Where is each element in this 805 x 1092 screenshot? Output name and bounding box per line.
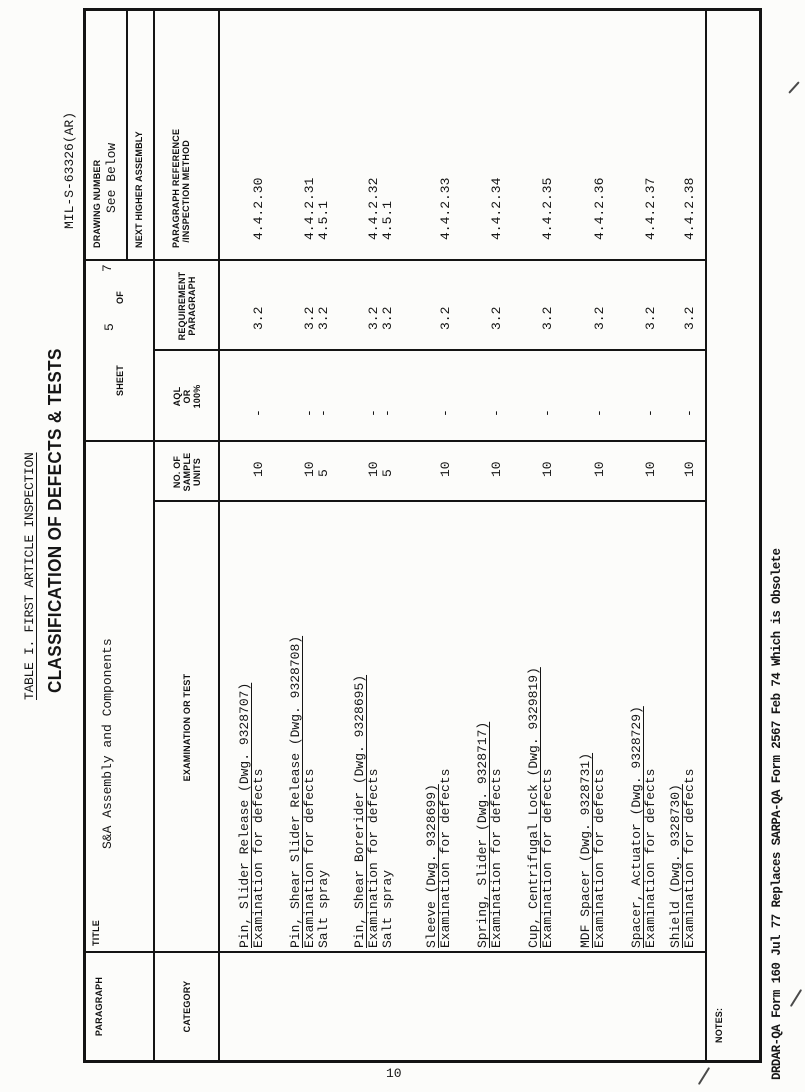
column-header-aql: AQL OR 100% [171, 384, 202, 409]
sample-units-value: 10 [251, 461, 266, 477]
paragraph-reference-value: 4.5.1 [380, 200, 395, 240]
requirement-paragraph-value: 3.2 [366, 306, 381, 330]
drawing-number-label: DRAWING NUMBER [92, 159, 102, 248]
group-title: Spacer, Actuator (Dwg. 9328729) [629, 706, 644, 948]
column-header-requirement: REQUIREMENT PARAGRAPH [176, 271, 197, 341]
test-name: Examination for defects [489, 768, 504, 948]
notes-label: NOTES: [714, 1007, 724, 1043]
aql-value: - [438, 409, 453, 417]
test-name: Examination for defects [438, 768, 453, 948]
requirement-paragraph-value: 3.2 [643, 306, 658, 330]
sample-units-value: 10 [302, 461, 317, 477]
test-row [683, 11, 697, 1060]
test-row [252, 11, 266, 1060]
test-name: Examination for defects [302, 768, 317, 948]
test-name: Examination for defects [643, 768, 658, 948]
test-row [541, 11, 555, 1060]
title-header-label: TITLE [91, 920, 101, 946]
column-header-category: CATEGORY [181, 980, 192, 1033]
form-title: CLASSIFICATION OF DEFECTS & TESTS [45, 348, 65, 693]
group-title: Shield (Dwg. 9328730) [668, 784, 683, 948]
sample-units-value: 10 [366, 461, 381, 477]
test-name: Examination for defects [592, 768, 607, 948]
sample-units-value: 10 [592, 461, 607, 477]
requirement-paragraph-value: 3.2 [251, 306, 266, 330]
aql-value: - [380, 409, 395, 417]
requirement-paragraph-value: 3.2 [380, 306, 395, 330]
sample-units-value: 10 [438, 461, 453, 477]
aql-value: - [366, 409, 381, 417]
aql-value: - [592, 409, 607, 417]
test-name: Examination for defects [251, 768, 266, 948]
test-name: Salt spray [316, 869, 331, 948]
sample-units-value: 10 [643, 461, 658, 477]
sheet-number: 5 [102, 323, 117, 331]
requirement-paragraph-value: 3.2 [316, 306, 331, 330]
grid-line [705, 11, 707, 1060]
aql-value: - [251, 409, 266, 417]
requirement-paragraph-value: 3.2 [592, 306, 607, 330]
spec-number: MIL-S-63326(AR) [62, 111, 77, 229]
drawing-number-value: See Below [104, 142, 119, 213]
sample-units-value: 5 [316, 469, 331, 477]
group-title: Pin, Slider Release (Dwg. 9328707) [237, 682, 252, 948]
column-header-sample-units: NO. OF SAMPLE UNITS [171, 452, 202, 492]
table-body [218, 11, 705, 1060]
test-name: Salt spray [380, 869, 395, 948]
paragraph-reference-value: 4.4.2.36 [592, 177, 607, 240]
test-row [317, 11, 331, 1060]
requirement-paragraph-value: 3.2 [540, 306, 555, 330]
title-value: S&A Assembly and Components [100, 638, 115, 849]
test-row [367, 11, 381, 1060]
column-header-reference: PARAGRAPH REFERENCE /INSPECTION METHOD [171, 128, 191, 248]
requirement-paragraph-value: 3.2 [489, 306, 504, 330]
sheet-total: 7 [100, 264, 115, 272]
group-title: Sleeve (Dwg. 9328699) [424, 784, 439, 948]
paragraph-reference-value: 4.4.2.38 [682, 177, 697, 240]
test-name: Examination for defects [366, 768, 381, 948]
aql-value: - [316, 409, 331, 417]
test-row [490, 11, 504, 1060]
paragraph-reference-value: 4.4.2.35 [540, 177, 555, 240]
test-row [439, 11, 453, 1060]
group-title: Pin, Shear Borerider (Dwg. 9328695) [352, 674, 367, 948]
paragraph-reference-value: 4.4.2.31 [302, 177, 317, 240]
test-row [381, 11, 395, 1060]
page-number: 10 [386, 1066, 402, 1081]
paragraph-reference-value: 4.4.2.34 [489, 177, 504, 240]
paragraph-reference-value: 4.4.2.33 [438, 177, 453, 240]
form-footer: DRDAR-QA Form 160 Jul 77 Replaces SARPA-QA Form 2567 Feb 74 Which is Obsolete [770, 548, 784, 1080]
aql-value: - [682, 409, 697, 417]
column-header-examination: EXAMINATION OR TEST [181, 673, 192, 782]
grid-line [126, 11, 128, 261]
paragraph-reference-value: 4.4.2.32 [366, 177, 381, 240]
requirement-paragraph-value: 3.2 [302, 306, 317, 330]
paragraph-header-label: PARAGRAPH [94, 976, 104, 1037]
test-row [303, 11, 317, 1060]
sample-units-value: 10 [682, 461, 697, 477]
group-title: Cup, Centrifugal Lock (Dwg. 9329819) [526, 667, 541, 948]
test-row [644, 11, 658, 1060]
paragraph-reference-value: 4.4.2.37 [643, 177, 658, 240]
aql-value: - [489, 409, 504, 417]
test-name: Examination for defects [540, 768, 555, 948]
classification-table [83, 8, 762, 1063]
aql-value: - [540, 409, 555, 417]
group-title: MDF Spacer (Dwg. 9328731) [578, 752, 593, 948]
paragraph-reference-value: 4.4.2.30 [251, 177, 266, 240]
aql-value: - [302, 409, 317, 417]
sheet-label: SHEET [115, 364, 125, 396]
sample-units-value: 5 [380, 469, 395, 477]
test-row [593, 11, 607, 1060]
table-heading: TABLE I. FIRST ARTICLE INSPECTION [22, 452, 37, 700]
sheet-of-label: OF [115, 291, 125, 304]
paragraph-reference-value: 4.5.1 [316, 200, 331, 240]
group-title: Pin, Shear Slider Release (Dwg. 9328708) [288, 635, 303, 948]
requirement-paragraph-value: 3.2 [682, 306, 697, 330]
group-title: Spring, Slider (Dwg. 9328717) [475, 721, 490, 948]
aql-value: - [643, 409, 658, 417]
next-higher-assembly-label: NEXT HIGHER ASSEMBLY [134, 131, 144, 248]
requirement-paragraph-value: 3.2 [438, 306, 453, 330]
sample-units-value: 10 [489, 461, 504, 477]
test-name: Examination for defects [682, 768, 697, 948]
sample-units-value: 10 [540, 461, 555, 477]
